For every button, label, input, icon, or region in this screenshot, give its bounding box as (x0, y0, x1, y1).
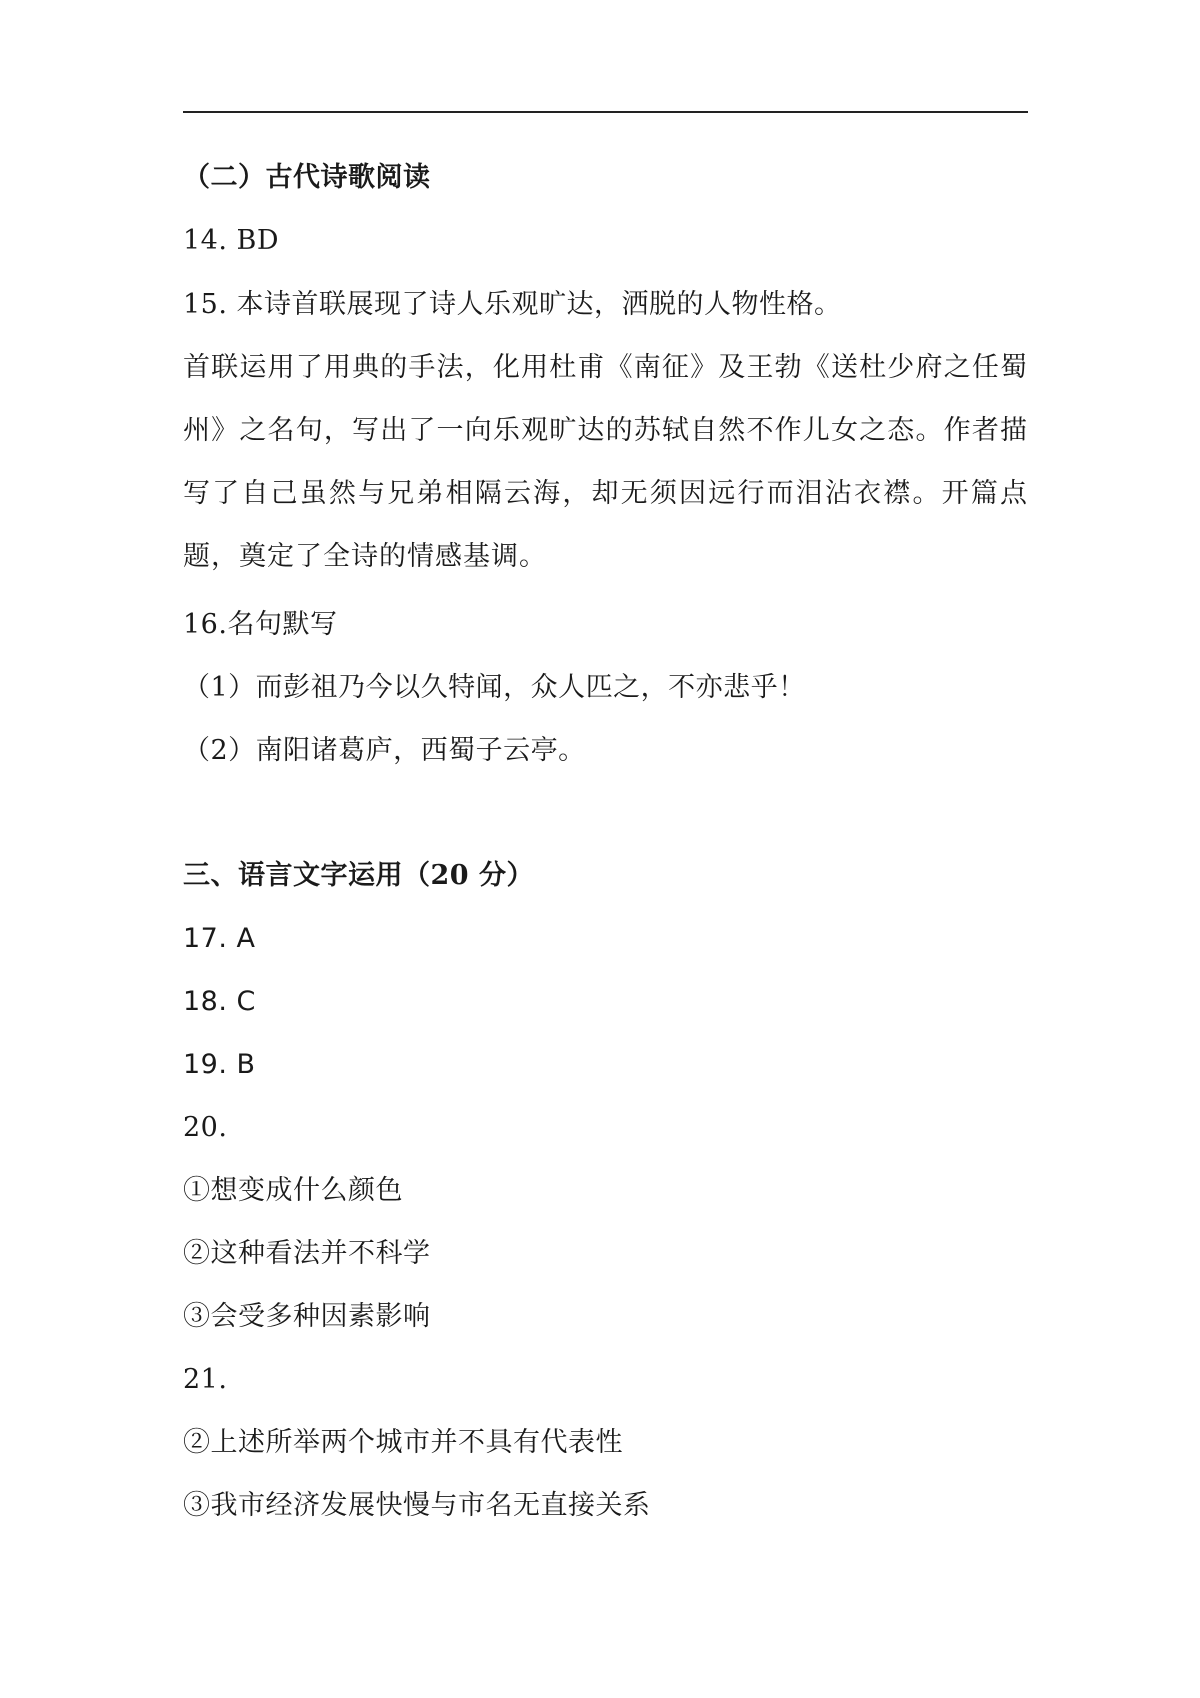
answer-q16-item-1: （1）而彭祖乃今以久特闻，众人匹之，不亦悲乎！ (183, 672, 806, 703)
answer-q21-title: 21. (183, 1364, 228, 1395)
answer-q20-item-2: ②这种看法并不科学 (183, 1238, 431, 1269)
answer-q14: 14. BD (183, 225, 280, 256)
section-heading-poetry: （二）古代诗歌阅读 (183, 162, 431, 193)
answer-q20-title: 20. (183, 1112, 228, 1143)
answer-q21-item-2: ③我市经济发展快慢与市名无直接关系 (183, 1490, 651, 1521)
answer-q18: 18. C (183, 986, 256, 1017)
answer-q17: 17. A (183, 923, 256, 954)
section-heading-language: 三、语言文字运用（20 分） (183, 860, 534, 891)
answer-q15-intro: 15. 本诗首联展现了诗人乐观旷达，洒脱的人物性格。 (183, 289, 842, 320)
answer-q16-item-2: （2）南阳诸葛庐，西蜀子云亭。 (183, 735, 586, 766)
answer-q20-item-1: ①想变成什么颜色 (183, 1175, 403, 1206)
answer-q16-title: 16.名句默写 (183, 609, 338, 640)
answer-q20-item-3: ③会受多种因素影响 (183, 1301, 431, 1332)
answer-q21-item-1: ②上述所举两个城市并不具有代表性 (183, 1427, 623, 1458)
header-rule (183, 111, 1028, 113)
answer-q19: 19. B (183, 1049, 256, 1080)
answer-q15-analysis: 首联运用了用典的手法，化用杜甫《南征》及王勃《送杜少府之任蜀州》之名句，写出了一向乐观旷达的苏轼自然不作儿女之态。作者描写了自己虽然与兄弟相隔云海，却无须因远行而泪沾衣襟。开篇点题，奠定了全诗的情感基调。 (183, 352, 1028, 572)
